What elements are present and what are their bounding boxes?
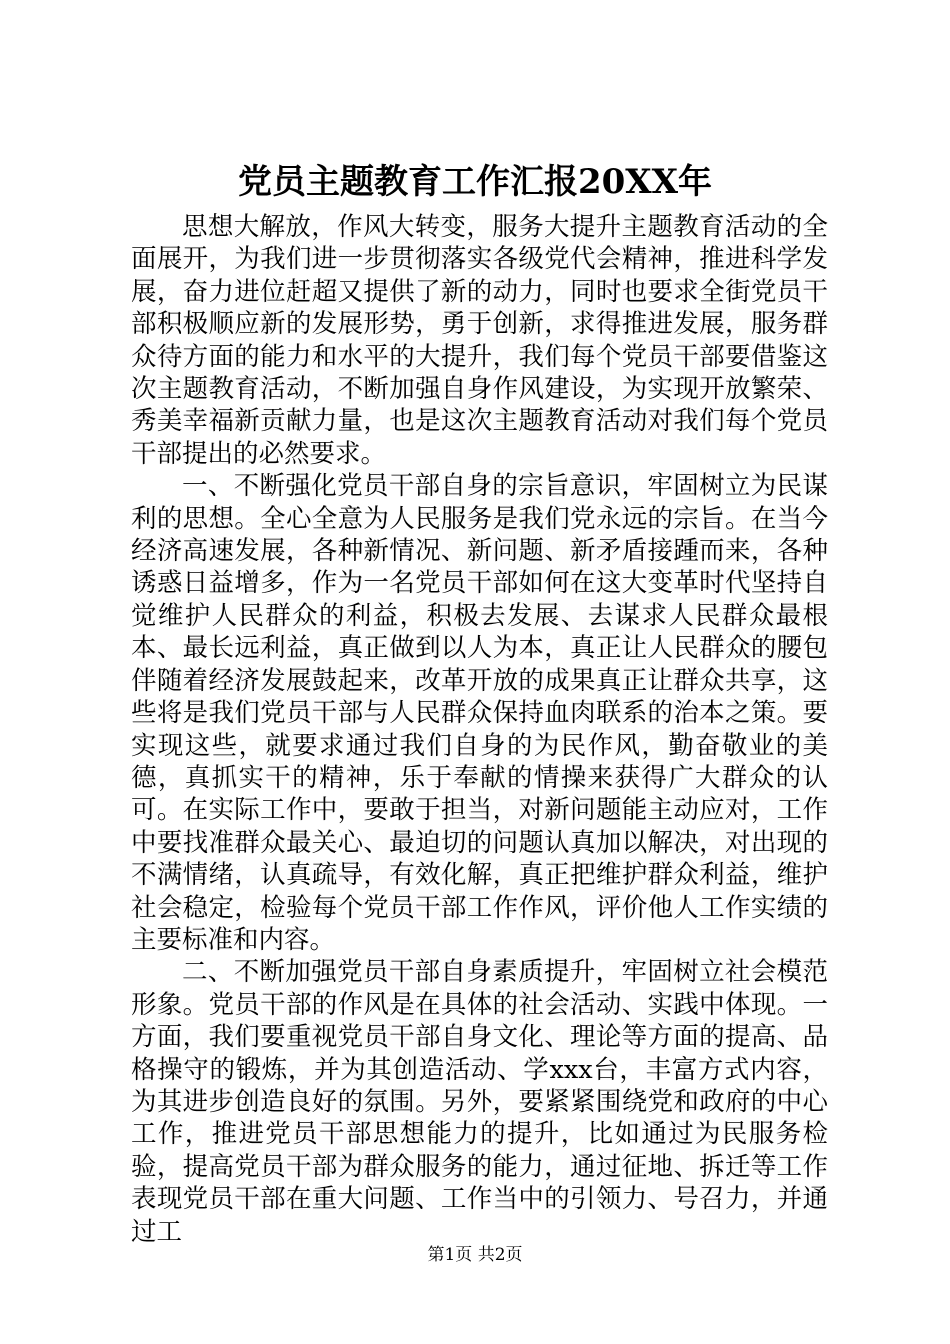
paragraph-section-2: 二、不断加强党员干部自身素质提升，牢固树立社会模范形象。党员干部的作风是在具体的社会活动、实践中体现。一方面，我们要重视党员干部自身文化、理论等方面的提高、品格操守的锻炼，并为其创造活动、学xxx台，丰富方式内容，为其进步创造良好的氛围。另外，要紧紧围绕党和政府的中心工作，推进党员干部思想能力的提升，比如通过为民服务检验，提高党员干部为群众服务的能力，通过征地、拆迁等工作表现党员干部在重大问题、工作当中的引领力、号召力，并通过工 bbox=[131, 957, 828, 1247]
document-body bbox=[131, 211, 828, 1248]
paragraph-section-1: 一、不断强化党员干部自身的宗旨意识，牢固树立为民谋利的思想。全心全意为人民服务是我们党永远的宗旨。在当今经济高速发展，各种新情况、新问题、新矛盾接踵而来，各种诱惑日益增多，作为一名党员干部如何在这大变革时代坚持自觉维护人民群众的利益，积极去发展、去谋求人民群众最根本、最长远利益，真正做到以人为本，真正让人民群众的腰包伴随着经济发展鼓起来，改革开放的成果真正让群众共享，这些将是我们党员干部与人民群众保持血肉联系的治本之策。要实现这些，就要求通过我们自身的为民作风，勤奋敬业的美德，真抓实干的精神，乐于奉献的情操来获得广大群众的认可。在实际工作中，要敢于担当，对新问题能主动应对，工作中要找准群众最关心、最迫切的问题认真加以解决，对出现的不满情绪，认真疏导，有效化解，真正把维护群众利益，维护社会稳定，检验每个党员干部工作作风，评价他人工作实绩的主要标准和内容。 bbox=[131, 471, 828, 955]
paragraph-intro: 思想大解放，作风大转变，服务大提升主题教育活动的全面展开，为我们进一步贯彻落实各级党代会精神，推进科学发展，奋力进位赶超又提供了新的动力，同时也要求全街党员干部积极顺应新的发展形势，勇于创新，求得推进发展，服务群众待方面的能力和水平的大提升，我们每个党员干部要借鉴这次主题教育活动，不断加强自身作风建设，为实现开放繁荣、秀美幸福新贡献力量，也是这次主题教育活动对我们每个党员干部提出的必然要求。 bbox=[131, 212, 828, 469]
document-title: 党员主题教育工作汇报20XX年 bbox=[237, 162, 713, 202]
page-footer: 第1页 共2页 bbox=[427, 1245, 523, 1265]
